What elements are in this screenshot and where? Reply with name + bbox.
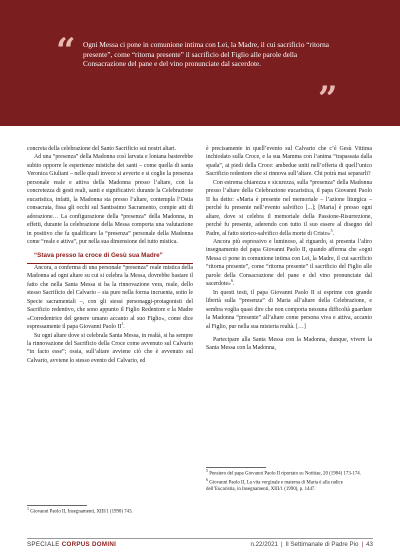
- footer-label: SPECIALE: [27, 541, 60, 548]
- magazine-name: Il Settimanale di Padre Pio: [285, 541, 359, 548]
- paragraph: In questi testi, il papa Giovanni Paolo II si esprime con grande libertà sulla “presenza” di Maria all’altare della Celebrazione, e sembra voglia quasi dire che non comporta nessuna difficoltà guardare la Madonna “presente” all’altare come persona viva e attiva, accanto al Figlio, pur nella sua misteria realtà. […]: [206, 289, 372, 330]
- right-column: [206, 145, 372, 353]
- footnote-divider: [206, 467, 266, 468]
- paragraph: Su ogni altare dove si celebrala Santa Messa, in realtà, si ha sempre la rinnovazione del Sacrificio della Croce come avvenuto sul Calvario “in facto esse”; ossia, sull’altare avviene ciò che è avvenuto sul Calvario, avviene lo stesso evento del Calvario, ed: [27, 332, 193, 364]
- left-footnotes: [27, 505, 193, 518]
- paragraph: Partecipare alla Santa Messa con la Madonna, dunque, vivere la Santa Messa con la Madonna,: [206, 336, 372, 352]
- footnote-ref: 5: [330, 227, 333, 233]
- issue-number: n.22/2021: [250, 541, 278, 548]
- paragraph: è precisamente in quell’evento sul Calvario che c’è Gesù Vittima inchiodato sulla Croce, e la sua Mamma con l’anima “trapassata dalla spada”, ai piedi della Croce: ambedue uniti nell’offerta di quell’unico Sacrificio redentore che si rinnova sull’altare. Chi potrà mai separarli?: [206, 146, 372, 178]
- footnote: $^6$ Giovanni Paolo II, La vita verginale e materna di Maria è alla radice dell’Eucaristia, in Insegnamenti, XIII/1 (1990), p. 1447.: [206, 477, 343, 493]
- right-footnotes: [206, 467, 372, 496]
- footnote: $^1$ Giovanni Paolo II, Insegnamenti, XIII/1 (1990) 743.: [27, 506, 133, 515]
- paragraph: Con estrema chiarezza e sicurezza, sulla “presenza” della Madonna presso l’altare della Celebrazione eucaristica, il papa Giovanni Paolo II ha detto: «Maria è presente nel memoriale – l’azione liturgica – perché fu presente nell’evento salvifico [...]; [Maria] è presso ogni altare, dove si celebra il memoriale della Passione-Risurrezione, perché fu presente, aderendo con tutto il suo essere al disegno del Padre, al fatto storico-salvifico della morte di Cristo»$^5$.: [206, 179, 372, 237]
- footnote-ref: 1: [121, 321, 124, 327]
- footer-section-title: CORPUS DOMINI: [61, 541, 117, 548]
- footer-divider: [27, 538, 373, 539]
- footer-section: [27, 541, 116, 549]
- left-column: [27, 145, 193, 365]
- footnote-ref: 6: [230, 278, 233, 284]
- footnote-divider: [27, 505, 87, 506]
- pull-quote: Ogni Messa ci pone in comunione intima con Lei, la Madre, il cui sacrificio “ritorna presente”, come “ritorna presente” il sacrificio del Figlio alle parole della Consacrazione del pane e del vino pronunciate dal sacerdote.: [83, 40, 329, 69]
- section-heading: “Stava presso la croce di Gesù sua Madre”: [27, 251, 193, 263]
- paragraph: Ancora, a conferma di una personale “presenza” reale mistica della Madonna ad ogni altare su cui si celebra la Messa, dovrebbe bastare il fatto che nella Santa Messa si ha la rinnovazione vera, reale, dello stesso Sacrificio del Calvario – sia pure nella forma incruenta, sotto le Specie sacramentali –, con gli stessi personaggi-protagonisti del Sacrificio redentivo, che sono appunto il Figlio Redentore e la Madre «Corredentrice del genere umano accanto al suo Figlio», come dice espressamente il papa Giovanni Paolo $II^1$.: [27, 264, 193, 331]
- paragraph: concreta della celebrazione del Santo Sacrificio sui nostri altari.: [27, 146, 177, 152]
- quote-banner: [0, 0, 400, 126]
- footnote: $^5$ Pensiero del papa Giovanni Paolo II riportato su Notitiae, 20 (1984) 173-174.: [206, 468, 361, 477]
- footer-issue: n.22/2021 | Il Settimanale di Padre Pio | 43: [250, 541, 373, 548]
- close-quote-icon: ”: [318, 79, 338, 119]
- paragraph: Ad una “presenza” della Madonna così larvata e lontana basterebbe subito opporre le esperienze mistiche dei santi – come quella di santa Veronica Giuliani – nelle quali invece si avverte e si coglie la presenza personale reale e attiva della Madonna presso l’altare, con la concretezza di gesti reali, santi e significativi: durante la Celebrazione eucaristica, infatti, la Madonna sta presso l’altare, contempla l’Ostia consacrata, fissa gli occhi sul Santissimo Sacramento, compie atti di adorazione… La configurazione della “presenza” della Madonna, in effetti, durante la celebrazione della Messa comporta una valutazione in positivo che fa qualificare la “presenza” personale della Madonna come “reale e attiva”, pur nella sua dimensione del tutto mistica.: [27, 154, 193, 245]
- paragraph: Ancora più espressivo e luminoso, al riguardo, si presenta l’altro insegnamento del papa Giovanni Paolo II, quando afferma che «ogni Messa ci pone in comunione intima con Lei, la Madre, il cui sacrificio “ritorna presente”, come “ritorna presente” il sacrificio del Figlio alle parole della Consacrazione del pane e del vino pronunciate dal sacerdote»$^6$.: [206, 238, 372, 288]
- page-number: 43: [366, 541, 373, 548]
- open-quote-icon: “: [56, 31, 76, 71]
